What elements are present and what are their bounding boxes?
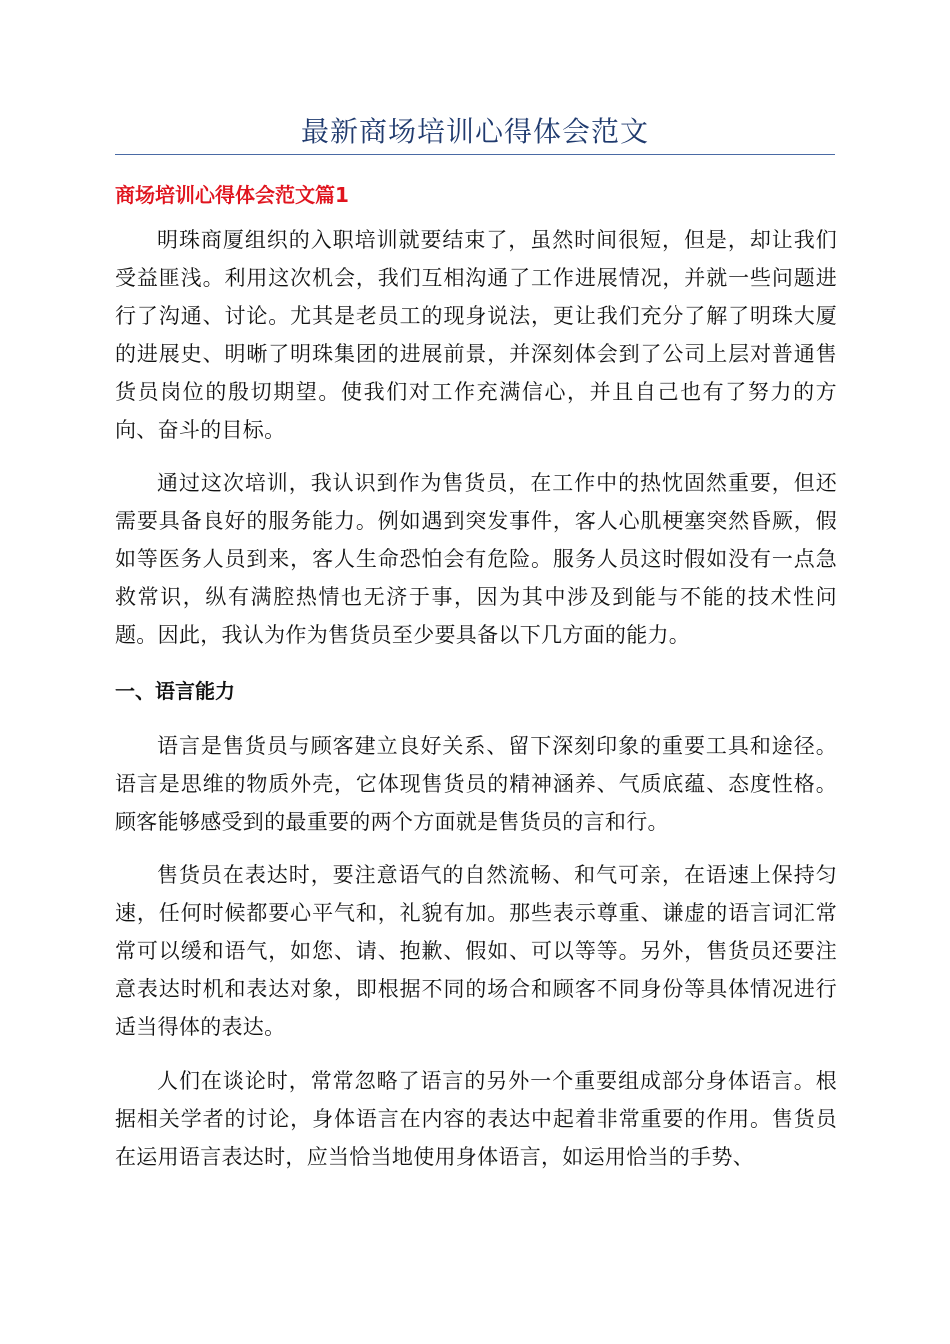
- body-paragraph: 明珠商厦组织的入职培训就要结束了，虽然时间很短，但是，却让我们受益匪浅。利用这次机会，我们互相沟通了工作进展情况，并就一些问题进行了沟通、讨论。尤其是老员工的现身说法，更让我们充分了解了明珠大厦的进展史、明晰了明珠集团的进展前景，并深刻体会到了公司上层对普通售货员岗位的殷切期望。使我们对工作充满信心，并且自己也有了努力的方向、奋斗的目标。: [115, 228, 837, 442]
- section-heading: 商场培训心得体会范文篇1: [115, 183, 349, 207]
- title-divider: [115, 154, 835, 155]
- body-paragraph: 语言是售货员与顾客建立良好关系、留下深刻印象的重要工具和途径。语言是思维的物质外壳，它体现售货员的精神涵养、气质底蕴、态度性格。顾客能够感受到的最重要的两个方面就是售货员的言和行。: [115, 734, 837, 834]
- body-paragraph: 人们在谈论时，常常忽略了语言的另外一个重要组成部分身体语言。根据相关学者的讨论，身体语言在内容的表达中起着非常重要的作用。售货员在运用语言表达时，应当恰当地使用身体语言，如运用恰当的手势、: [115, 1069, 837, 1169]
- body-paragraph: 通过这次培训，我认识到作为售货员，在工作中的热忱固然重要，但还需要具备良好的服务能力。例如遇到突发事件，客人心肌梗塞突然昏厥，假如等医务人员到来，客人生命恐怕会有危险。服务人员这时假如没有一点急救常识，纵有满腔热情也无济于事，因为其中涉及到能与不能的技术性问题。因此，我认为作为售货员至少要具备以下几方面的能力。: [115, 471, 837, 647]
- document-title: 最新商场培训心得体会范文: [300, 115, 649, 148]
- body-paragraph: 售货员在表达时，要注意语气的自然流畅、和气可亲，在语速上保持匀速，任何时候都要心平气和，礼貌有加。那些表示尊重、谦虚的语言词汇常常可以缓和语气，如您、请、抱歉、假如、可以等等。另外，售货员还要注意表达时机和表达对象，即根据不同的场合和顾客不同身份等具体情况进行适当得体的表达。: [115, 863, 837, 1039]
- sub-heading: 一、语言能力: [115, 679, 235, 703]
